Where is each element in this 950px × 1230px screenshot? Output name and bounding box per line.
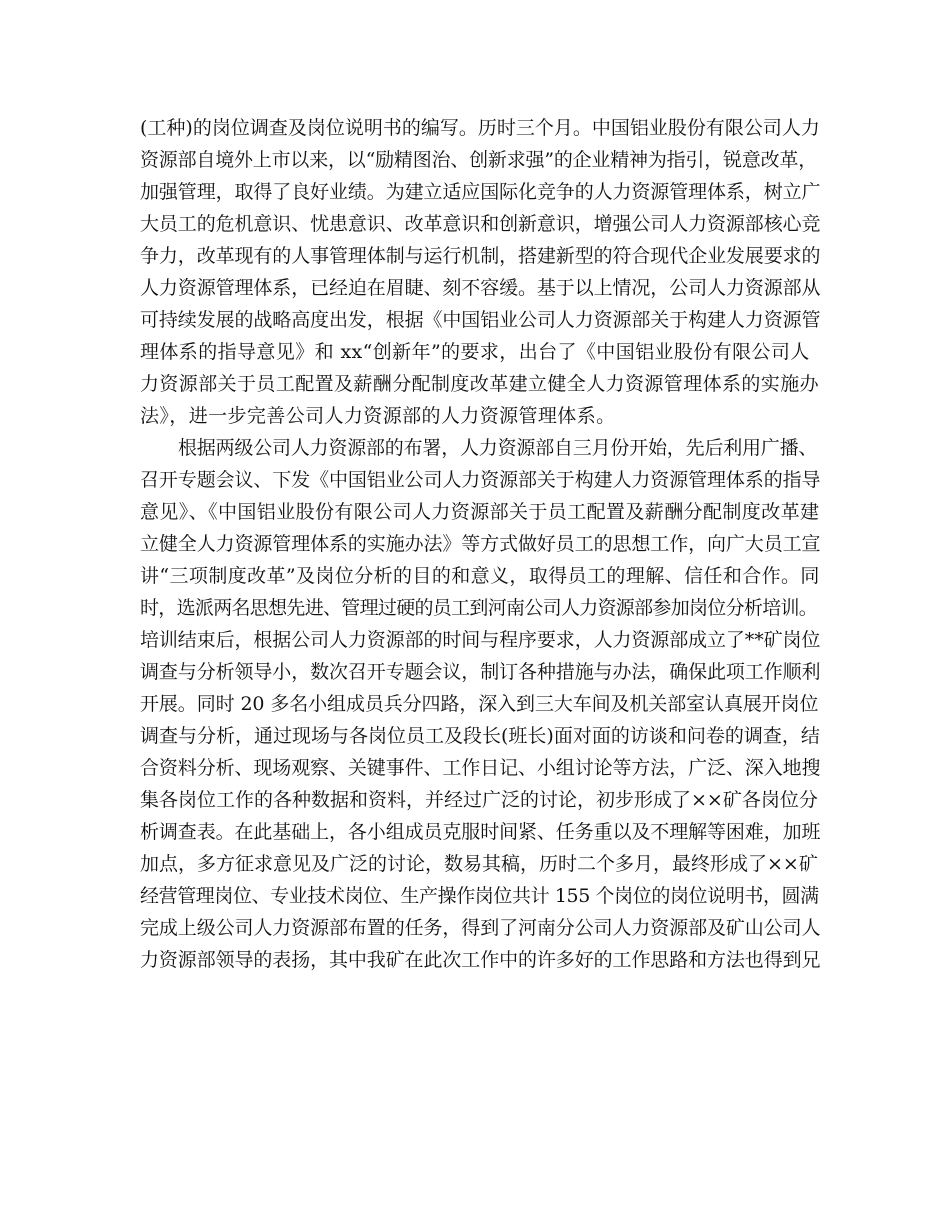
- text-line: 力资源部关于员工配置及薪酬分配制度改革建立健全人力资源管理体系的实施办: [140, 373, 820, 395]
- text-line: 调查与分析领导小，数次召开专题会议，制订各种措施与办法，确保此项工作顺利: [140, 661, 821, 683]
- text-line: 意见》、《中国铝业股份有限公司人力资源部关于员工配置及薪酬分配制度改革建: [140, 501, 820, 523]
- text-line: 合资料分析、现场观察、关键事件、工作日记、小组讨论等方法，广泛、深入地搜: [140, 757, 821, 779]
- text-line: 召开专题会议、下发《中国铝业公司人力资源部关于构建人力资源管理体系的指导: [140, 469, 821, 491]
- text-line: 集各岗位工作的各种数据和资料，并经过广泛的讨论，初步形成了××矿各岗位分: [140, 789, 818, 811]
- paragraph-1: [140, 112, 820, 432]
- text-line: 开展。同时 20 多名小组成员兵分四路，深入到三大车间及机关部室认真展开岗位: [140, 693, 819, 715]
- text-line: 加点，多方征求意见及广泛的讨论，数易其稿，历时二个多月，最终形成了××矿: [140, 853, 818, 875]
- text-line: 讲“三项制度改革”及岗位分析的目的和意义，取得员工的理解、信任和合作。同: [140, 565, 820, 587]
- text-line: 完成上级公司人力资源部布置的任务，得到了河南分公司人力资源部及矿山公司人: [140, 917, 821, 939]
- text-line: 根据两级公司人力资源部的布署，人力资源部自三月份开始，先后利用广播、: [178, 437, 818, 459]
- text-line: 析调查表。在此基础上，各小组成员克服时间紧、任务重以及不理解等困难，加班: [140, 821, 821, 843]
- text-line: 理体系的指导意见》和 xx“创新年”的要求，出台了《中国铝业股份有限公司人: [140, 341, 810, 363]
- text-line: 力资源部领导的表扬，其中我矿在此次工作中的许多好的工作思路和方法也得到兄: [140, 949, 821, 971]
- text-line: 立健全人力资源管理体系的实施办法》等方式做好员工的思想工作，向广大员工宣: [140, 533, 821, 555]
- text-line: (工种)的岗位调查及岗位说明书的编写。历时三个月。中国铝业股份有限公司人力: [140, 117, 820, 139]
- text-line: 时，选派两名思想先进、管理过硬的员工到河南公司人力资源部参加岗位分析培训。: [140, 597, 818, 619]
- text-line: 人力资源管理体系，已经迫在眉睫、刻不容缓。基于以上情况，公司人力资源部从: [140, 277, 821, 299]
- text-line: 可持续发展的战略高度出发，根据《中国铝业公司人力资源部关于构建人力资源管: [140, 309, 821, 331]
- text-line: 培训结束后，根据公司人力资源部的时间与程序要求，人力资源部成立了**矿岗位: [140, 629, 821, 651]
- text-line: 大员工的危机意识、忧患意识、改革意识和创新意识，增强公司人力资源部核心竞: [140, 213, 821, 235]
- text-line: 争力，改革现有的人事管理体制与运行机制，搭建新型的符合现代企业发展要求的: [140, 245, 821, 267]
- text-line: 调查与分析，通过现场与各岗位员工及段长(班长)面对面的访谈和问卷的调查，结: [140, 725, 820, 747]
- text-line: 经营管理岗位、专业技术岗位、生产操作岗位共计 155 个岗位的岗位说明书，圆满: [140, 885, 819, 907]
- text-line: 法》，进一步完善公司人力资源部的人力资源管理体系。: [140, 405, 616, 427]
- paragraph-2: [140, 432, 820, 976]
- text-line: 加强管理，取得了良好业绩。为建立适应国际化竞争的人力资源管理体系，树立广: [140, 181, 821, 203]
- text-line: 资源部自境外上市以来，以“励精图治、创新求强”的企业精神为指引，锐意改革，: [140, 149, 818, 171]
